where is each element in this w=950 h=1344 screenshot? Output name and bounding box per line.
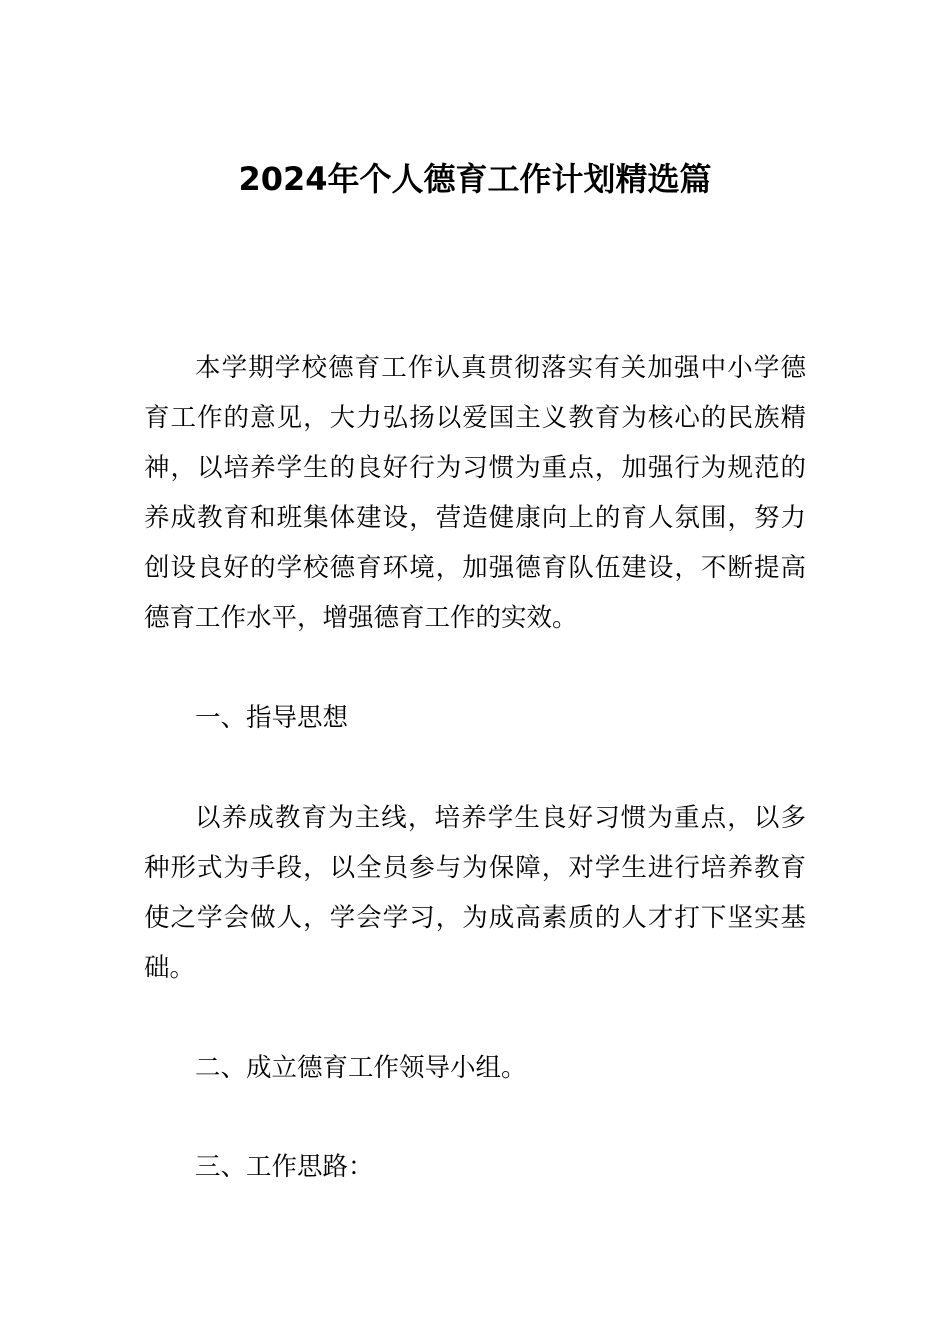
section-heading-work-approach: 三、工作思路： (195, 1152, 374, 1182)
section-paragraph-guiding-ideology: 以养成教育为主线，培养学生良好习惯为重点，以多种形式为手段，以全员参与为保障，对学生进行培养教育使之学会做人，学会学习，为成高素质的人才打下坚实基础。 (144, 803, 806, 983)
section-heading-guiding-ideology: 一、指导思想 (195, 703, 349, 733)
document-title: 2024年个人德育工作计划精选篇 (238, 160, 712, 198)
intro-paragraph: 本学期学校德育工作认真贯彻落实有关加强中小学德育工作的意见，大力弘扬以爱国主义教育为核心的民族精神，以培养学生的良好行为习惯为重点，加强行为规范的养成教育和班集体建设，营造健康向上的育人氛围，努力创设良好的学校德育环境，加强德育队伍建设，不断提高德育工作水平，增强德育工作的实效。 (144, 353, 806, 633)
section-heading-leadership-group: 二、成立德育工作领导小组。 (195, 1053, 527, 1083)
